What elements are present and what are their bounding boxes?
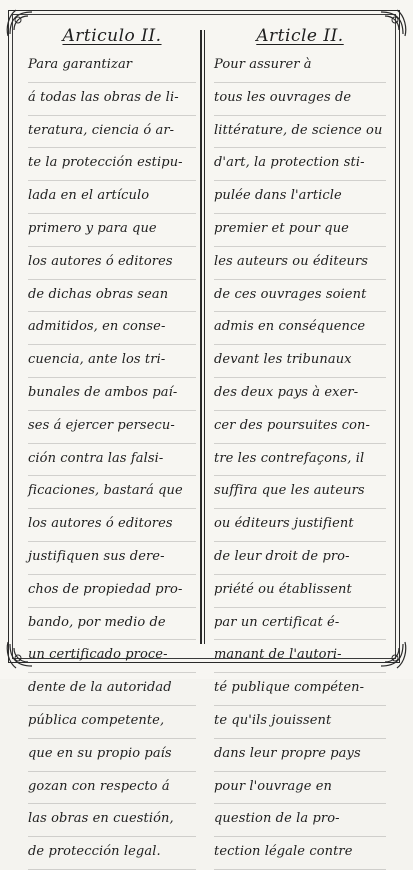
spanish-text-line: de dichas obras sean: [28, 280, 196, 313]
spanish-text-line: admitidos, en conse-: [28, 312, 196, 345]
french-text-line: Pour assurer à: [214, 50, 386, 83]
spanish-text-line: justifiquen sus dere-: [28, 542, 196, 575]
french-text-line: te qu'ils jouissent: [214, 706, 386, 739]
spanish-text-line: chos de propiedad pro-: [28, 575, 196, 608]
french-text-line: d'art, la protection sti-: [214, 148, 386, 181]
spanish-text-line: de protección legal.: [28, 837, 196, 870]
spanish-text-line: dente de la autoridad: [28, 673, 196, 706]
french-text-line: les auteurs ou éditeurs: [214, 247, 386, 280]
french-text-line: par un certificat é-: [214, 608, 386, 641]
french-text-line: té publique compéten-: [214, 673, 386, 706]
spanish-text-line: pública competente,: [28, 706, 196, 739]
spanish-text-line: que en su propio país: [28, 739, 196, 772]
spanish-text-line: ses á ejercer persecu-: [28, 411, 196, 444]
spanish-text-line: Para garantizar: [28, 50, 196, 83]
column-divider: [200, 30, 202, 644]
french-heading: Article II.: [256, 26, 344, 46]
french-text-line: devant les tribunaux: [214, 345, 386, 378]
french-text-line: littérature, de science ou: [214, 116, 386, 149]
spanish-text-line: los autores ó editores: [28, 509, 196, 542]
french-column: [214, 24, 386, 870]
column-divider-thin: [204, 30, 205, 644]
french-text-line: tous les ouvrages de: [214, 83, 386, 116]
spanish-text-line: bando, por medio de: [28, 608, 196, 641]
spanish-text-line: ficaciones, bastará que: [28, 476, 196, 509]
spanish-heading: Articulo II.: [62, 26, 162, 46]
spanish-text-line: teratura, ciencia ó ar-: [28, 116, 196, 149]
spanish-text-line: primero y para que: [28, 214, 196, 247]
spanish-column: [28, 24, 196, 870]
spanish-text: [28, 50, 196, 870]
french-text-line: premier et pour que: [214, 214, 386, 247]
french-text-line: pour l'ouvrage en: [214, 772, 386, 805]
spanish-text-line: un certificado proce-: [28, 640, 196, 673]
french-text-line: cer des poursuites con-: [214, 411, 386, 444]
spanish-text-line: gozan con respecto á: [28, 772, 196, 805]
french-text-line: des deux pays à exer-: [214, 378, 386, 411]
french-text-line: ou éditeurs justifient: [214, 509, 386, 542]
french-text-line: question de la pro-: [214, 804, 386, 837]
french-text-line: suffira que les auteurs: [214, 476, 386, 509]
spanish-text-line: á todas las obras de li-: [28, 83, 196, 116]
spanish-text-line: ción contra las falsi-: [28, 444, 196, 477]
spanish-text-line: te la protección estipu-: [28, 148, 196, 181]
french-text-line: admis en conséquence: [214, 312, 386, 345]
spanish-text-line: cuencia, ante los tri-: [28, 345, 196, 378]
french-text-line: priété ou établissent: [214, 575, 386, 608]
french-text-line: de ces ouvrages soient: [214, 280, 386, 313]
french-text-line: pulée dans l'article: [214, 181, 386, 214]
spanish-text-line: lada en el artículo: [28, 181, 196, 214]
spanish-text-line: los autores ó editores: [28, 247, 196, 280]
spanish-text-line: bunales de ambos paí-: [28, 378, 196, 411]
french-text-line: dans leur propre pays: [214, 739, 386, 772]
french-text-line: manant de l'autori-: [214, 640, 386, 673]
french-text-line: tre les contrefaçons, il: [214, 444, 386, 477]
french-text: [214, 50, 386, 870]
spanish-text-line: las obras en cuestión,: [28, 804, 196, 837]
french-text-line: de leur droit de pro-: [214, 542, 386, 575]
french-text-line: tection légale contre: [214, 837, 386, 870]
